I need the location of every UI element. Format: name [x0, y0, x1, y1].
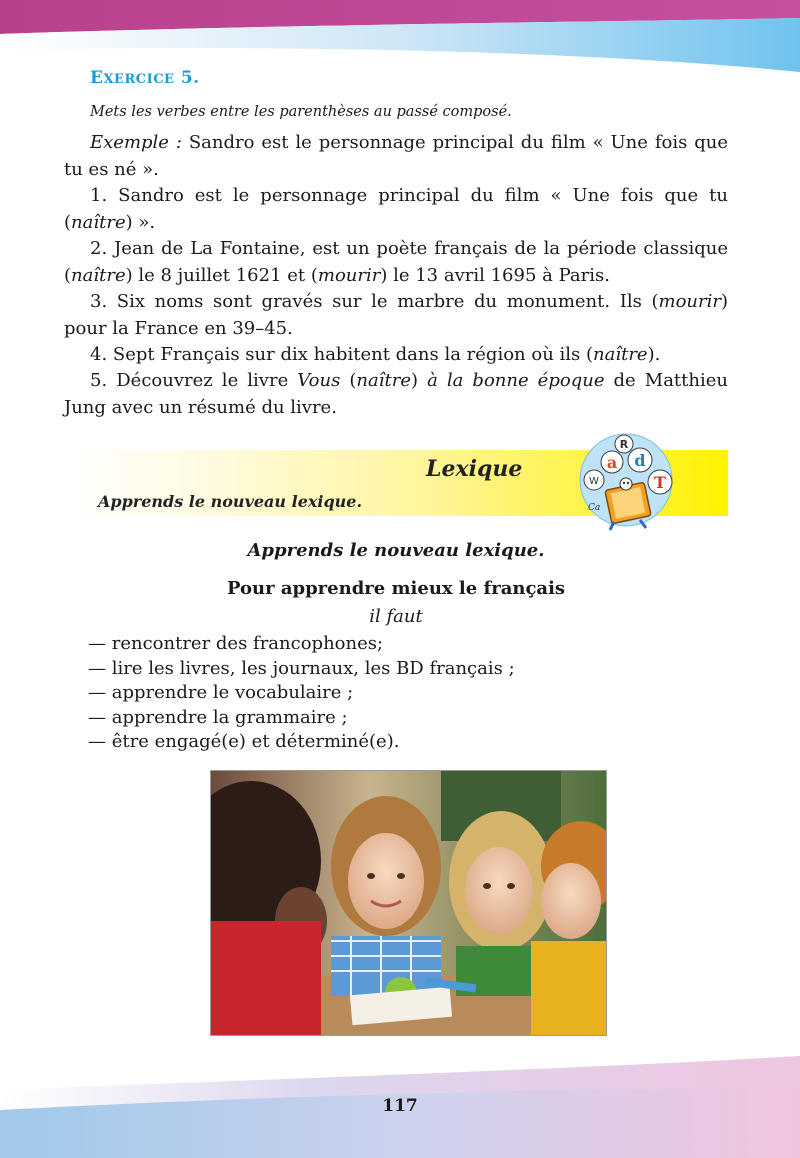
exercise-title: EXERCICE 5. [90, 68, 200, 88]
svg-text:a: a [606, 453, 618, 472]
lexique-subtitle: Apprends le nouveau lexique. [98, 492, 363, 511]
svg-text:T: T [654, 473, 666, 492]
exercise-item-3: 3. Six noms sont gravés sur le marbre du monument. Ils (mourir) pour la France en 39–45. [64, 291, 728, 339]
svg-text:W: W [589, 476, 599, 487]
svg-text:d: d [634, 451, 646, 470]
svg-text:R: R [619, 438, 629, 451]
list-item: — lire les livres, les journaux, les BD français ; [88, 657, 515, 679]
lexique-book-character-icon [578, 430, 678, 534]
svg-text:Ca: Ca [588, 503, 601, 513]
vocab-list [88, 632, 515, 755]
exercise-item-4: 4. Sept Français sur dix habitent dans la région où ils (naître). [90, 344, 661, 365]
list-item: — apprendre la grammaire ; [88, 706, 348, 728]
list-item: — être engagé(e) et déterminé(e). [88, 731, 400, 752]
exercise-instruction: Mets les verbes entre les parenthèses au passé composé. [90, 104, 512, 120]
lexique-title: Lexique [426, 456, 523, 482]
list-item: — rencontrer des francophones; [88, 633, 384, 654]
vocab-lead: il faut [369, 606, 423, 627]
page-number: 117 [382, 1096, 418, 1116]
exercise-item-2: 2. Jean de La Fontaine, est un poète français de la période classique (naître) le 8 juillet 1621 et (mourir) le 13 avril 1695 à Paris. [64, 238, 728, 286]
vocab-subheading: Pour apprendre mieux le français [226, 578, 566, 599]
exercise-item-5: 5. Découvrez le livre Vous (naître) à la bonne époque de Matthieu Jung avec un résumé du livre. [64, 370, 728, 418]
list-item: — apprendre le vocabulaire ; [88, 682, 354, 703]
vocab-heading: Apprends le nouveau lexique. [247, 540, 545, 561]
children-talking-photo [210, 770, 607, 1036]
exercise-item-1: 1. Sandro est le personnage principal du film « Une fois que tu (naître) ». [64, 185, 728, 233]
example-paragraph: Exemple : Sandro est le personnage principal du film « Une fois que tu es né ». [64, 132, 728, 180]
